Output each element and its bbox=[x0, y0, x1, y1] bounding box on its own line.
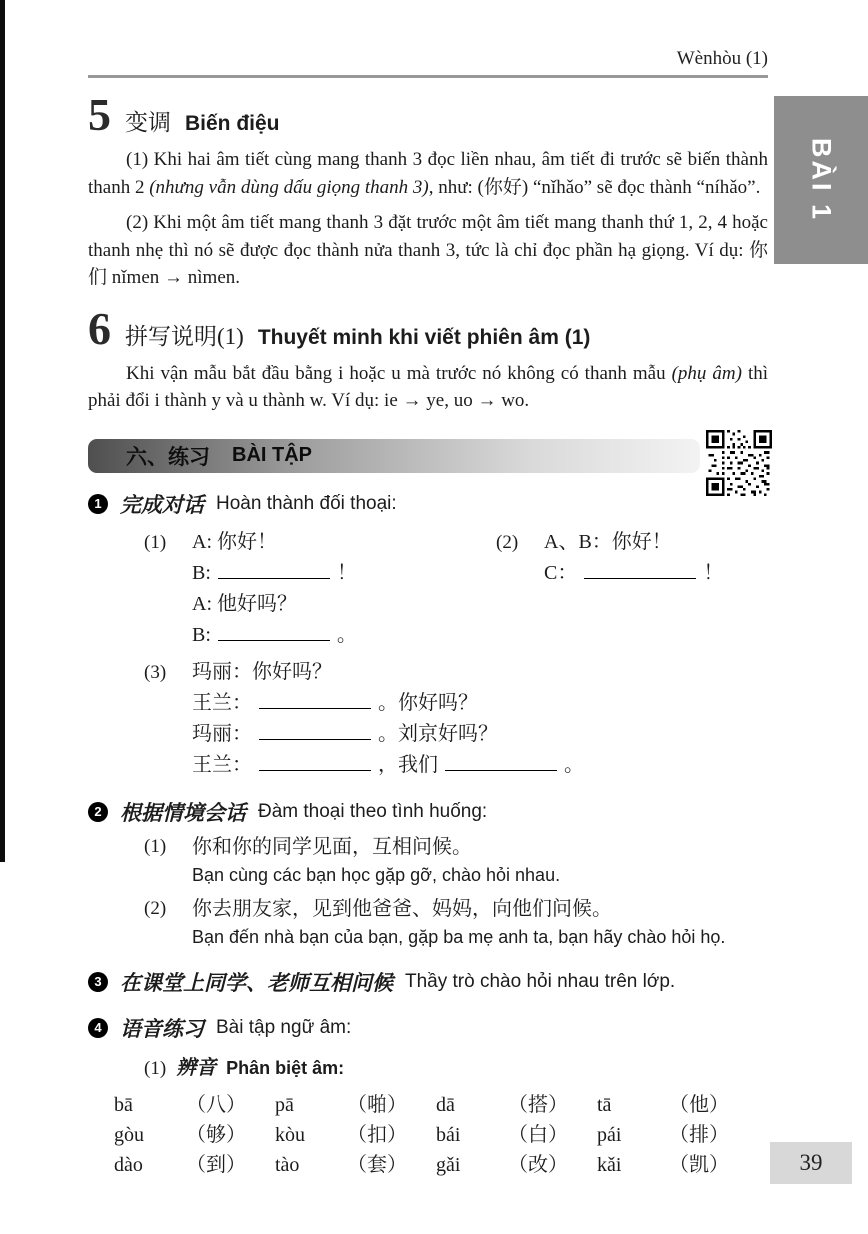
hanzi: （八） bbox=[186, 1093, 246, 1116]
dialogue-part2-label: (2) bbox=[496, 531, 519, 553]
dialogue-line bbox=[192, 620, 357, 651]
hanzi: （够） bbox=[186, 1123, 246, 1146]
dialogue-line: A、B：你好！ bbox=[544, 530, 672, 553]
phonetics-cell bbox=[114, 1150, 275, 1180]
chinese-inline: 你好 bbox=[483, 176, 522, 198]
phonetics-cell bbox=[275, 1090, 436, 1120]
chinese-inline: 你们 bbox=[88, 239, 768, 289]
phonetics-row bbox=[114, 1090, 758, 1120]
dialogue-line bbox=[192, 558, 357, 589]
dialogue-part3 bbox=[144, 657, 768, 781]
answer-blank[interactable] bbox=[218, 626, 330, 641]
exercise1-title-vietnamese: Hoàn thành đối thoại: bbox=[216, 492, 397, 514]
dialogue-speaker: 王兰： bbox=[192, 753, 252, 776]
pinyin: bā bbox=[114, 1093, 133, 1116]
answer-blank[interactable] bbox=[259, 694, 371, 709]
exercise4-subheading bbox=[144, 1051, 768, 1080]
pinyin: bái bbox=[436, 1123, 461, 1146]
exercises-header-chinese: 六、练习 bbox=[126, 444, 210, 469]
item2-vietnamese: Bạn đến nhà bạn của bạn, gặp ba mẹ anh ta, bạn hãy chào hỏi họ. bbox=[192, 926, 726, 947]
dialogue-line bbox=[192, 688, 584, 719]
exercise2-item2 bbox=[144, 894, 768, 951]
pinyin: tào bbox=[275, 1153, 300, 1176]
pinyin: gòu bbox=[114, 1123, 144, 1146]
exercise2-item1 bbox=[144, 832, 768, 889]
hanzi: （凯） bbox=[669, 1153, 729, 1176]
exercise4-number-badge: 4 bbox=[88, 1018, 108, 1038]
subheading-chinese: 辨音 bbox=[176, 1056, 217, 1079]
page-number: 39 bbox=[799, 1150, 823, 1175]
phonetics-cell bbox=[597, 1090, 758, 1120]
dialogue-part3-label: (3) bbox=[144, 661, 167, 683]
dialogue-punct: 。你好吗？ bbox=[378, 691, 478, 714]
section5-paragraph-2 bbox=[88, 209, 768, 292]
answer-blank[interactable] bbox=[259, 725, 371, 740]
exercise2-title-chinese: 根据情境会话 bbox=[120, 800, 246, 825]
text-segment: , như: ( bbox=[428, 176, 484, 198]
item1-vietnamese: Bạn cùng các bạn học gặp gỡ, chào hỏi nhau. bbox=[192, 864, 561, 885]
exercise3-title-chinese: 在课堂上同学、老师互相问候 bbox=[120, 970, 393, 995]
text-segment: (1) Khi hai âm tiết cùng mang thanh 3 đọc liền nhau, âm tiết đi trước sẽ biến thành thanh 2 bbox=[88, 149, 768, 198]
dialogue-punct: 。 bbox=[336, 623, 357, 646]
text-segment: nǐmen → nìmen. bbox=[107, 267, 240, 289]
pinyin: dā bbox=[436, 1093, 455, 1116]
pinyin: kǎi bbox=[597, 1153, 622, 1176]
section5-number: 5 bbox=[88, 89, 111, 140]
dialogue-speaker: B: bbox=[192, 623, 211, 646]
dialogue-speaker: B: bbox=[192, 561, 211, 584]
exercise1-dialogues bbox=[144, 527, 768, 651]
exercise3-number-badge: 3 bbox=[88, 972, 108, 992]
hanzi: （到） bbox=[186, 1153, 246, 1176]
item1-label: (1) bbox=[144, 835, 167, 857]
dialogue-line: A: 你好！ bbox=[192, 530, 277, 553]
exercises-header-vietnamese: BÀI TẬP bbox=[232, 444, 312, 467]
phonetics-row bbox=[114, 1120, 758, 1150]
hanzi: （套） bbox=[347, 1153, 407, 1176]
exercise2-title-vietnamese: Đàm thoại theo tình huống: bbox=[258, 800, 488, 822]
dialogue-speaker: C： bbox=[544, 561, 578, 584]
phonetics-cell bbox=[436, 1120, 597, 1150]
answer-blank[interactable] bbox=[218, 564, 330, 579]
exercise3-title-vietnamese: Thầy trò chào hỏi nhau trên lớp. bbox=[405, 970, 676, 992]
answer-blank[interactable] bbox=[259, 756, 371, 771]
exercise1-heading bbox=[88, 489, 768, 519]
section6-heading bbox=[88, 302, 768, 354]
text-segment: thì phải đổi i thành y và u thành w. Ví dụ: ie → ye, uo → wo. bbox=[88, 362, 768, 412]
dialogue-line bbox=[192, 750, 584, 781]
phonetics-table bbox=[114, 1090, 758, 1180]
text-segment-italic: (phụ âm) bbox=[671, 362, 742, 384]
pinyin: kòu bbox=[275, 1123, 305, 1146]
book-spine-shadow bbox=[0, 0, 5, 862]
subheading-vietnamese: Phân biệt âm: bbox=[226, 1057, 345, 1078]
exercise4-title-vietnamese: Bài tập ngữ âm: bbox=[216, 1016, 352, 1038]
section5-title-chinese: 变调 bbox=[125, 110, 171, 135]
item2-chinese: 你去朋友家，见到他爸爸、妈妈，向他们问候。 bbox=[192, 897, 612, 920]
phonetics-cell bbox=[436, 1090, 597, 1120]
exercise3-heading bbox=[88, 967, 768, 997]
dialogue-line bbox=[192, 719, 584, 750]
section6-title-vietnamese: Thuyết minh khi viết phiên âm (1) bbox=[257, 325, 591, 349]
phonetics-cell bbox=[597, 1150, 758, 1180]
dialogue-punct: 。刘京好吗？ bbox=[378, 722, 498, 745]
pinyin: gǎi bbox=[436, 1153, 461, 1176]
dialogue-line: 玛丽：你好吗？ bbox=[192, 660, 332, 683]
dialogue-speaker: 王兰： bbox=[192, 691, 252, 714]
dialogue-speaker: 玛丽： bbox=[192, 722, 252, 745]
text-segment-italic: (nhưng vẫn dùng dấu giọng thanh 3) bbox=[149, 176, 429, 198]
section6-paragraph bbox=[88, 360, 768, 415]
hanzi: （扣） bbox=[347, 1123, 407, 1146]
section6-number: 6 bbox=[88, 302, 111, 354]
dialogue-part1 bbox=[144, 527, 496, 651]
section5-heading bbox=[88, 89, 768, 140]
header-rule bbox=[88, 75, 768, 78]
text-segment: ) “nǐhǎo” sẽ đọc thành “níhǎo”. bbox=[521, 176, 761, 198]
phonetics-cell bbox=[114, 1090, 275, 1120]
phonetics-cell bbox=[597, 1120, 758, 1150]
hanzi: （啪） bbox=[347, 1093, 407, 1116]
phonetics-cell bbox=[275, 1120, 436, 1150]
exercise1-title-chinese: 完成对话 bbox=[120, 492, 204, 517]
hanzi: （排） bbox=[669, 1123, 729, 1146]
running-header bbox=[88, 48, 768, 70]
exercises-header-bar bbox=[88, 439, 700, 473]
dialogue-part1-label: (1) bbox=[144, 531, 167, 553]
exercise4-heading bbox=[88, 1013, 768, 1043]
dialogue-punct: ！ bbox=[336, 561, 357, 584]
phonetics-cell bbox=[114, 1120, 275, 1150]
hanzi: （他） bbox=[669, 1093, 729, 1116]
phonetics-row bbox=[114, 1150, 758, 1180]
text-segment: (2) Khi một âm tiết mang thanh 3 đặt trước một âm tiết mang thanh thứ 1, 2, 4 hoặc thanh nhẹ thì nó sẽ được đọc thành nửa thanh 3, tức là chỉ đọc phần hạ giọng. Ví dụ: bbox=[88, 212, 768, 261]
item1-chinese: 你和你的同学见面，互相问候。 bbox=[192, 835, 472, 858]
section5-title-vietnamese: Biến điệu bbox=[185, 112, 280, 135]
pinyin: pā bbox=[275, 1093, 294, 1116]
section5-paragraph-1 bbox=[88, 146, 768, 201]
phonetics-cell bbox=[275, 1150, 436, 1180]
qr-code bbox=[706, 430, 772, 496]
pinyin: dào bbox=[114, 1153, 143, 1176]
dialogue-punct: ！ bbox=[703, 561, 724, 584]
exercise4-title-chinese: 语音练习 bbox=[120, 1016, 204, 1041]
exercise2-number-badge: 2 bbox=[88, 802, 108, 822]
page-number-box bbox=[770, 1142, 852, 1184]
exercise2-heading bbox=[88, 797, 768, 827]
dialogue-text: ，我们 bbox=[378, 753, 438, 776]
section6-title-chinese: 拼写说明(1) bbox=[125, 323, 244, 349]
answer-blank[interactable] bbox=[445, 756, 557, 771]
lesson-tab-label: BÀI 1 bbox=[806, 137, 837, 223]
item2-label: (2) bbox=[144, 897, 167, 919]
hanzi: （搭） bbox=[508, 1093, 568, 1116]
pinyin: tā bbox=[597, 1093, 612, 1116]
lesson-side-tab bbox=[774, 96, 868, 264]
hanzi: （改） bbox=[508, 1153, 568, 1176]
dialogue-punct: 。 bbox=[564, 753, 584, 776]
exercise1-number-badge: 1 bbox=[88, 494, 108, 514]
subheading-label: (1) bbox=[144, 1057, 167, 1079]
answer-blank[interactable] bbox=[584, 564, 696, 579]
hanzi: （白） bbox=[508, 1123, 568, 1146]
pinyin: pái bbox=[597, 1123, 622, 1146]
text-segment: Khi vận mẫu bắt đầu bằng i hoặc u mà trước nó không có thanh mẫu bbox=[126, 362, 672, 384]
dialogue-line bbox=[544, 558, 723, 589]
dialogue-part2 bbox=[496, 527, 723, 651]
dialogue-line: A: 他好吗？ bbox=[192, 592, 297, 615]
running-header-title: Wènhòu (1) bbox=[676, 48, 768, 69]
phonetics-cell bbox=[436, 1150, 597, 1180]
